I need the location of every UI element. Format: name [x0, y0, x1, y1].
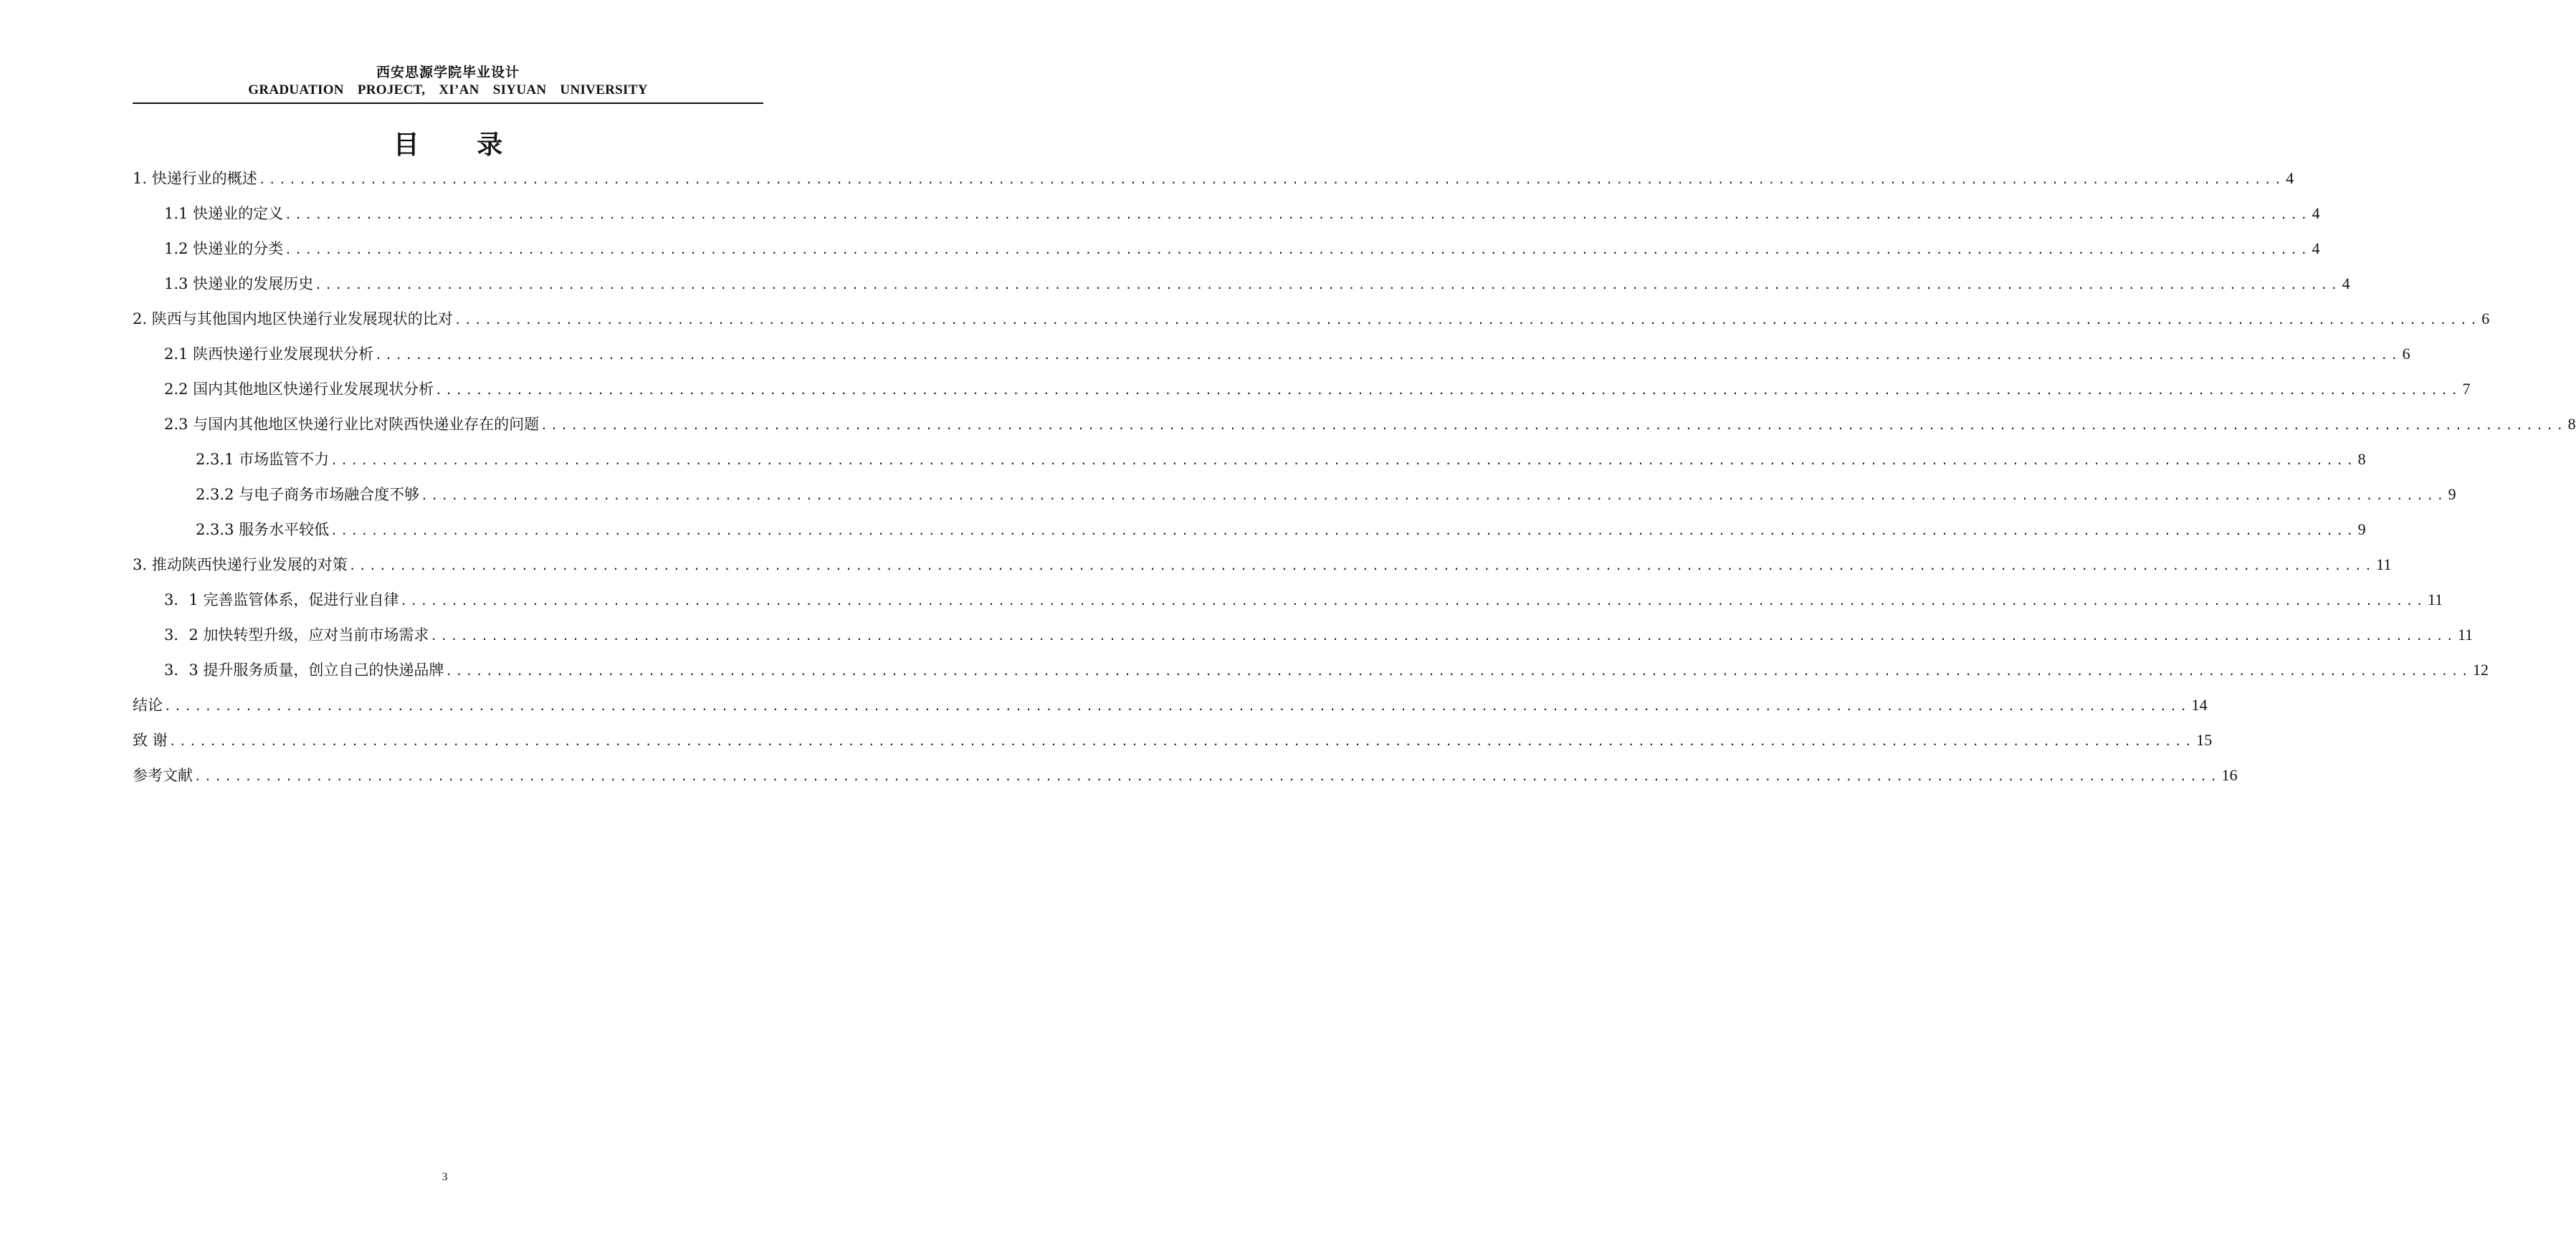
toc-entry-page: 15	[2196, 731, 2213, 749]
page-header	[133, 63, 763, 99]
toc-entry-page: 6	[2481, 310, 2490, 328]
toc-entry-title: 2.3.3 服务水平较低	[196, 521, 330, 538]
toc-entry[interactable]	[133, 757, 2238, 793]
toc-entry-page: 14	[2191, 696, 2208, 714]
toc-dot-leader: ........................................................................................................................................................................................................	[421, 489, 2447, 502]
toc-entry-title: 3. 推动陕西快递行业发展的对策	[133, 556, 348, 573]
toc-dot-leader: ........................................................................................................................................................................................................	[285, 243, 2311, 257]
toc-entry-title: 参考文献	[133, 767, 193, 784]
toc-entry-page: 12	[2472, 661, 2489, 679]
toc-dot-leader: ........................................................................................................................................................................................................	[375, 348, 2401, 362]
toc-entry-title: 致 谢	[133, 732, 168, 749]
toc-entry[interactable]	[133, 617, 2474, 652]
toc-dot-leader: ........................................................................................................................................................................................................	[315, 278, 2341, 292]
header-university-title-en: GRADUATION PROJECT, XI’AN SIYUAN UNIVERSITY	[248, 82, 648, 97]
toc-dot-leader: ........................................................................................................................................................................................................	[285, 208, 2311, 221]
toc-entry-page: 11	[2376, 555, 2392, 573]
toc-entry[interactable]	[133, 722, 2213, 757]
toc-entry-page: 9	[2448, 485, 2456, 503]
toc-entry[interactable]	[133, 336, 2410, 371]
toc-entry-page: 4	[2312, 239, 2320, 257]
toc-dot-leader: ........................................................................................................................................................................................................	[348, 559, 2375, 573]
toc-entry-title: 1. 快递行业的概述	[133, 170, 257, 187]
toc-dot-leader: ........................................................................................................................................................................................................	[194, 770, 2220, 783]
toc-entry-page: 4	[2342, 274, 2350, 292]
toc-entry-title: 2. 陕西与其他国内地区快递行业发展现状的比对	[133, 310, 453, 328]
toc-dot-leader: ........................................................................................................................................................................................................	[400, 594, 2426, 608]
toc-entry[interactable]	[133, 547, 2392, 582]
toc-entry-page: 7	[2462, 380, 2471, 398]
toc-entry-title: 结论	[133, 697, 163, 714]
toc-entry[interactable]	[133, 512, 2366, 547]
toc-entry-title: 1.2 快递业的分类	[164, 240, 284, 257]
toc-entry[interactable]	[133, 301, 2490, 336]
toc-dot-leader: ........................................................................................................................................................................................................	[445, 664, 2471, 678]
toc-entry-title: 1.1 快递业的定义	[164, 205, 284, 222]
toc-entry-page: 4	[2286, 169, 2294, 187]
toc-title: 目 录	[393, 130, 528, 160]
toc-entry[interactable]	[133, 266, 2350, 301]
toc-entry[interactable]	[133, 582, 2443, 617]
toc-entry-title: 1.3 快递业的发展历史	[164, 275, 314, 292]
toc-entry-page: 16	[2221, 766, 2238, 784]
toc-dot-leader: ........................................................................................................................................................................................................	[330, 524, 2357, 537]
toc-dot-leader: ........................................................................................................................................................................................................	[258, 173, 2285, 186]
toc-entry-page: 8	[2357, 450, 2366, 468]
toc-entry[interactable]	[133, 477, 2456, 512]
toc-entry-page: 11	[2457, 626, 2474, 644]
toc-entry-title: 3．1 完善监管体系，促进行业自律	[164, 591, 399, 608]
header-university-title-cn: 西安思源学院毕业设计	[376, 64, 520, 80]
toc-entry[interactable]	[133, 406, 2576, 441]
toc-entry-page: 4	[2312, 204, 2320, 222]
toc-dot-leader: ........................................................................................................................................................................................................	[168, 735, 2195, 748]
toc-entry-title: 3．3 提升服务质量，创立自己的快递品牌	[164, 661, 444, 679]
toc-entry-title: 2.2 国内其他地区快递行业发展现状分析	[164, 381, 434, 398]
toc-dot-leader: ........................................................................................................................................................................................................	[435, 383, 2461, 397]
toc-entry[interactable]	[133, 687, 2208, 722]
toc-entry[interactable]	[133, 196, 2320, 231]
page-number: 3	[442, 1171, 448, 1183]
toc-entry[interactable]	[133, 371, 2471, 406]
toc-entry-title: 2.3.2 与电子商务市场融合度不够	[196, 486, 420, 503]
toc-entry-page: 6	[2402, 345, 2410, 363]
toc-entry-title: 2.1 陕西快递行业发展现状分析	[164, 345, 374, 363]
table-of-contents	[133, 161, 2576, 793]
toc-dot-leader: ........................................................................................................................................................................................................	[330, 454, 2357, 467]
toc-entry[interactable]	[133, 652, 2489, 687]
toc-entry-title: 2.3.1 市场监管不力	[196, 451, 330, 468]
toc-entry-page: 11	[2427, 591, 2443, 608]
header-divider	[133, 102, 763, 104]
toc-entry-page: 9	[2357, 520, 2366, 538]
toc-dot-leader: ........................................................................................................................................................................................................	[164, 699, 2190, 713]
toc-dot-leader: ........................................................................................................................................................................................................	[454, 313, 2481, 327]
toc-dot-leader: ........................................................................................................................................................................................................	[540, 419, 2567, 432]
toc-dot-leader: ........................................................................................................................................................................................................	[430, 629, 2456, 643]
toc-entry-title: 3．2 加快转型升级，应对当前市场需求	[164, 626, 429, 644]
toc-entry[interactable]	[133, 161, 2294, 196]
toc-entry-title: 2.3 与国内其他地区快递行业比对陕西快递业存在的问题	[164, 416, 540, 433]
toc-entry[interactable]	[133, 231, 2320, 266]
toc-entry-page: 8	[2567, 415, 2576, 433]
toc-entry[interactable]	[133, 441, 2366, 477]
